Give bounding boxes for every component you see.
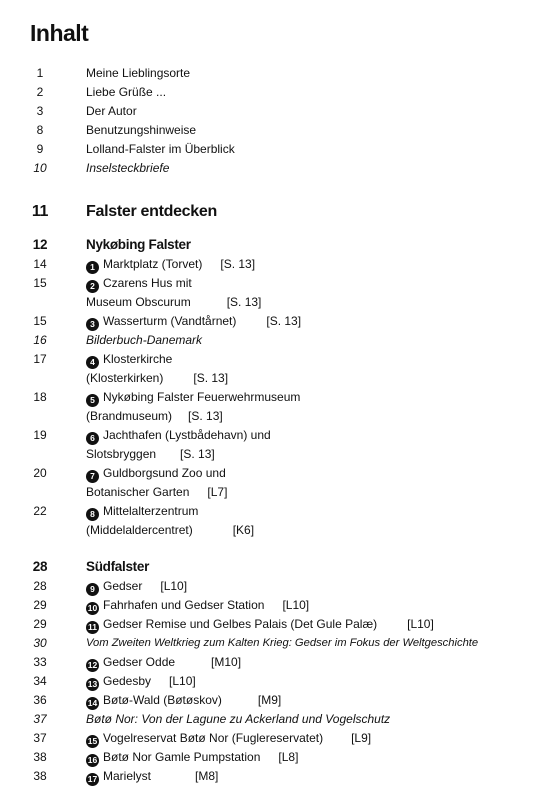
entry-title: Wasserturm (Vandtårnet) (103, 314, 237, 328)
toc-row (0, 64, 547, 83)
toc-row (0, 615, 547, 634)
sudfalster-list (0, 556, 547, 786)
page-number: 28 (32, 559, 48, 574)
entry-title: Bilderbuch-Danemark (86, 333, 203, 347)
page-number: 28 (33, 579, 47, 593)
number-badge: 8 (86, 508, 99, 521)
entry-title: Meine Lieblingsorte (86, 66, 191, 80)
entry-title: (Brandmuseum) (86, 409, 173, 423)
nykobing-list (0, 234, 547, 540)
page-number: 11 (31, 203, 49, 220)
entry-title: Museum Obscurum (86, 295, 191, 309)
map-ref: [L8] (278, 750, 299, 764)
entry-title: Marktplatz (Torvet) (103, 257, 203, 271)
section-falster (0, 199, 547, 225)
number-badge: 3 (86, 318, 99, 331)
number-badge: 2 (86, 280, 99, 293)
toc-row (0, 729, 547, 748)
toc-row (0, 596, 547, 615)
subsection-heading (0, 556, 547, 577)
map-ref: [M10] (211, 655, 242, 669)
page-number: 33 (33, 655, 47, 669)
map-ref: [S. 13] (266, 314, 302, 328)
page-number: 15 (33, 314, 47, 328)
entry-title: Fahrhafen und Gedser Station (103, 598, 265, 612)
page-number: 12 (32, 237, 48, 252)
entry-title: Gedser Remise und Gelbes Palais (Det Gule Palæ) (103, 617, 378, 631)
page-number: 17 (33, 352, 47, 366)
page-number: 8 (36, 123, 44, 137)
number-badge: 4 (86, 356, 99, 369)
toc-row (0, 577, 547, 596)
toc-row (0, 653, 547, 672)
page-number: 19 (33, 428, 47, 442)
entry-title: Liebe Grüße ... (86, 85, 167, 99)
toc-row-feature (0, 159, 547, 178)
number-badge: 14 (87, 698, 98, 708)
toc-row (0, 121, 547, 140)
map-ref: [L9] (351, 731, 372, 745)
entry-title: Vogelreservat Bøtø Nor (Fuglereservatet) (103, 731, 324, 745)
entry-title: Gedser (103, 579, 143, 593)
toc-row (0, 748, 547, 767)
number-badge: 1 (86, 261, 99, 274)
page-number: 20 (33, 466, 47, 480)
toc-row (0, 274, 547, 293)
map-ref: [S. 13] (226, 295, 262, 309)
toc-row (0, 312, 547, 331)
toc-row (0, 426, 547, 445)
entry-title: (Middelaldercentret) (86, 523, 193, 537)
page-number: 38 (33, 750, 47, 764)
entry-title: Mittelalterzentrum (103, 504, 199, 518)
map-ref: [S. 13] (180, 447, 215, 461)
toc-row (0, 350, 547, 369)
section-title: Falster entdecken (86, 203, 217, 220)
number-badge: 11 (88, 622, 97, 632)
toc-row (0, 767, 547, 786)
page-number: 3 (36, 104, 44, 118)
map-ref: [S. 13] (188, 409, 223, 423)
number-badge: 9 (86, 583, 99, 596)
entry-title: Lolland-Falster im Überblick (86, 142, 235, 156)
number-badge: 10 (87, 603, 98, 613)
subsection-heading (0, 234, 547, 255)
page-number: 37 (33, 712, 47, 726)
page-number: 10 (33, 161, 47, 175)
entry-title: Czarens Hus mit (103, 276, 192, 290)
page-number: 1 (36, 66, 44, 80)
section-heading (0, 199, 547, 225)
entry-title: Nykøbing Falster Feuerwehrmuseum (103, 390, 301, 404)
page-number: 2 (36, 85, 44, 99)
entry-title: Gedesby (103, 674, 152, 688)
entry-title: Inselsteckbriefe (86, 161, 170, 175)
entry-title: (Klosterkirken) (86, 371, 164, 385)
subsection-title: Nykøbing Falster (86, 237, 191, 252)
number-badge: 7 (86, 470, 99, 483)
toc-row (0, 691, 547, 710)
page-number: 22 (33, 504, 47, 518)
toc-row-continuation (0, 445, 547, 464)
map-ref: [M8] (195, 769, 219, 783)
toc-row-continuation (0, 521, 547, 540)
page-number: 18 (33, 390, 47, 404)
toc-row (0, 502, 547, 521)
page-number: 34 (33, 674, 47, 688)
toc-row (0, 255, 547, 274)
entry-title: Bøtø-Wald (Bøtøskov) (103, 693, 222, 707)
map-ref: [L10] (169, 674, 196, 688)
number-badge: 13 (87, 679, 98, 689)
page-number: 15 (33, 276, 47, 290)
map-ref: [L7] (207, 485, 228, 499)
entry-title: Guldborgsund Zoo und (103, 466, 226, 480)
page-title: Inhalt (30, 20, 89, 46)
toc-row (0, 672, 547, 691)
entry-title: Vom Zweiten Weltkrieg zum Kalten Krieg: Gedser im Fokus der Weltgeschichte (86, 637, 479, 649)
number-badge: 6 (86, 432, 99, 445)
entry-title: Bøtø Nor Gamle Pumpstation (103, 750, 261, 764)
entry-title: Benutzungshinweise (86, 123, 197, 137)
page-number: 29 (33, 598, 47, 612)
toc-row-feature (0, 331, 547, 350)
subsection-title: Südfalster (86, 559, 150, 574)
entry-title: Marielyst (103, 769, 152, 783)
page-number: 38 (33, 769, 47, 783)
map-ref: [L10] (160, 579, 188, 593)
entry-title: Der Autor (86, 104, 137, 118)
entry-title: Klosterkirche (103, 352, 173, 366)
toc-row (0, 140, 547, 159)
entry-title: Botanischer Garten (86, 485, 190, 499)
toc-row-continuation (0, 407, 547, 426)
toc-row (0, 102, 547, 121)
page-number: 30 (33, 636, 47, 650)
toc-row-continuation (0, 369, 547, 388)
toc-row (0, 464, 547, 483)
map-ref: [S. 13] (220, 257, 256, 271)
front-matter-list (0, 64, 547, 178)
map-ref: [K6] (232, 523, 255, 537)
page-number: 29 (33, 617, 47, 631)
page-number: 37 (33, 731, 47, 745)
map-ref: [L10] (282, 598, 310, 612)
toc-row-continuation (0, 293, 547, 312)
toc-row (0, 388, 547, 407)
map-ref: [L10] (407, 617, 434, 631)
toc-row-feature (0, 634, 547, 653)
page-number: 16 (33, 333, 47, 347)
number-badge: 16 (87, 755, 98, 765)
toc-row (0, 83, 547, 102)
page-number: 9 (36, 142, 44, 156)
toc-row-continuation (0, 483, 547, 502)
toc-row-feature (0, 710, 547, 729)
entry-title: Gedser Odde (103, 655, 176, 669)
entry-title: Jachthafen (Lystbådehavn) und (103, 428, 271, 442)
entry-title: Slotsbryggen (86, 447, 157, 461)
map-ref: [S. 13] (193, 371, 229, 385)
entry-title: Bøtø Nor: Von der Lagune zu Ackerland und Vogelschutz (86, 712, 391, 726)
map-ref: [M9] (257, 693, 282, 707)
page-number: 36 (33, 693, 47, 707)
number-badge: 17 (87, 774, 98, 784)
number-badge: 15 (87, 736, 98, 746)
number-badge: 5 (86, 394, 99, 407)
number-badge: 12 (87, 660, 98, 670)
page-number: 14 (33, 257, 47, 271)
